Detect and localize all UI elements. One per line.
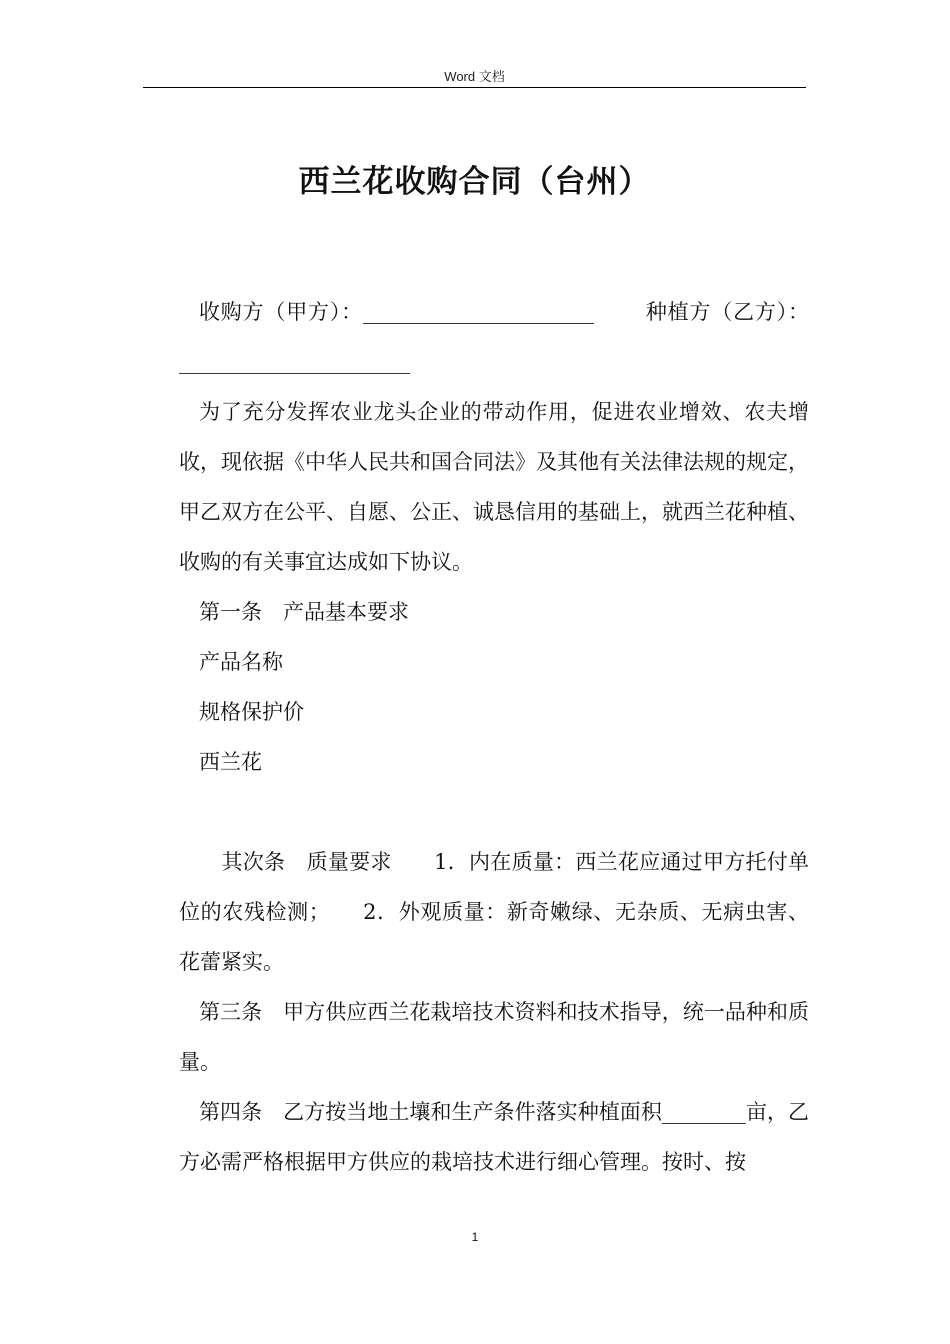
- product-name-label: 产品名称: [199, 650, 283, 674]
- parties-paragraph: 收购方（甲方）：______________________ 种植方（乙方）：______________________: [179, 300, 809, 374]
- article-4-paragraph: 第四条 乙方按当地土壤和生产条件落实种植面积________亩，乙方必需严格根据甲方供应的栽培技术进行细心管理。按时、按: [179, 1100, 809, 1174]
- page-number: 1: [471, 1230, 479, 1244]
- product-broccoli: 西兰花: [199, 750, 262, 774]
- header-divider: [143, 87, 806, 88]
- document-title: 西兰花收购合同（台州）: [298, 164, 651, 200]
- document-body: [179, 287, 809, 1187]
- preamble-paragraph: 为了充分发挥农业龙头企业的带动作用，促进农业增效、农夫增收，现依据《中华人民共和国合同法》及其他有关法律法规的规定，甲乙双方在公平、自愿、公正、诚恳信用的基础上，就西兰花种植、收购的有关事宜达成如下协议。: [179, 400, 809, 574]
- article-1-heading: 第一条 产品基本要求: [199, 600, 409, 624]
- article-2-paragraph: 其次条 质量要求 1．内在质量：西兰花应通过甲方托付单位的农残检测； 2．外观质量：新奇嫩绿、无杂质、无病虫害、花蕾紧实。: [179, 850, 809, 974]
- article-3-paragraph: 第三条 甲方供应西兰花栽培技术资料和技术指导，统一品种和质量。: [179, 1000, 809, 1074]
- header-text: Word 文档: [444, 69, 505, 84]
- blank-line: [179, 787, 809, 837]
- spec-price-label: 规格保护价: [199, 700, 304, 724]
